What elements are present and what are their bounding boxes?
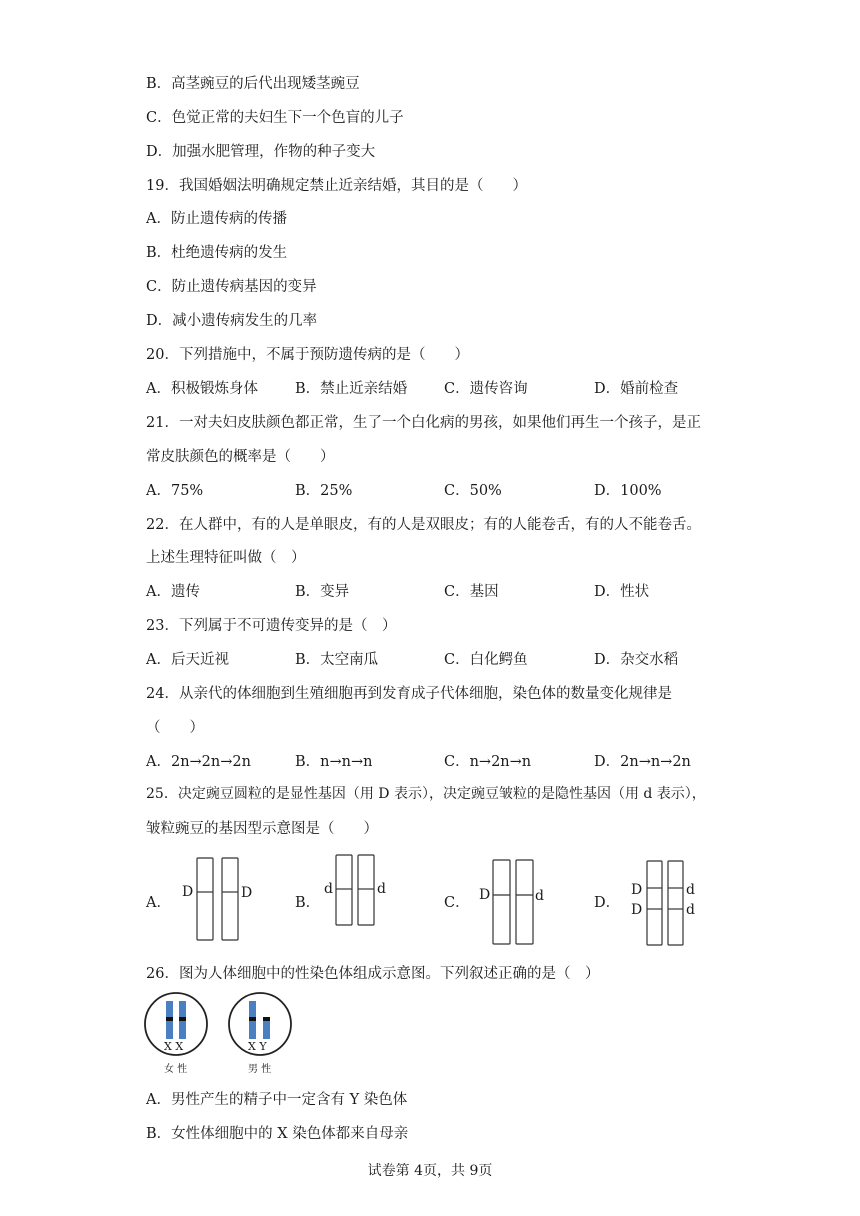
q24-stem-line1: 24．从亲代的体细胞到生殖细胞再到发育成子代体细胞，染色体的数量变化规律是 bbox=[146, 686, 672, 702]
gene-label-right: d bbox=[535, 888, 544, 904]
q25-option-d-diagram bbox=[628, 858, 700, 948]
q25-option-a-diagram bbox=[178, 855, 258, 943]
q24-stem-line2: （ ） bbox=[146, 720, 204, 736]
q20-option-d: D．婚前检查 bbox=[594, 381, 679, 397]
gene-label-left: d bbox=[324, 881, 333, 897]
chromosome bbox=[516, 860, 533, 944]
q22-stem-line1: 22．在人群中，有的人是单眼皮，有的人是双眼皮；有的人能卷舌，有的人不能卷舌。 bbox=[146, 517, 701, 533]
q25-option-d-label: D． bbox=[594, 895, 621, 911]
q24-option-b: B．n→n→n bbox=[295, 754, 373, 770]
q25-option-c-label: C． bbox=[444, 895, 470, 911]
gene-label-left: D bbox=[182, 884, 194, 900]
q20-option-c: C．遗传咨询 bbox=[444, 381, 528, 397]
chromosome bbox=[358, 855, 374, 925]
q26-stem: 26．图为人体细胞中的性染色体组成示意图。下列叙述正确的是（ ） bbox=[146, 966, 600, 982]
gene-label-right: dd bbox=[686, 882, 695, 918]
chromosome bbox=[336, 855, 352, 925]
q20-stem: 20．下列措施中，不属于预防遗传病的是（ ） bbox=[146, 347, 469, 363]
q25-stem-line1: 25．决定豌豆圆粒的是显性基因（用 D 表示），决定豌豆皱粒的是隐性基因（用 d 表示）， bbox=[146, 786, 706, 802]
chromosome bbox=[668, 861, 683, 945]
q21-stem-line1: 21．一对夫妇皮肤颜色都正常，生了一个白化病的男孩，如果他们再生一个孩子，是正 bbox=[146, 415, 701, 431]
q23-option-b: B．太空南瓜 bbox=[295, 652, 379, 668]
q26-option-b: B．女性体细胞中的 X 染色体都来自母亲 bbox=[146, 1126, 409, 1142]
chromosome bbox=[222, 858, 238, 940]
q20-option-b: B．禁止近亲结婚 bbox=[295, 381, 408, 397]
q25-option-b-label: B． bbox=[295, 895, 321, 911]
gene-label-right: d bbox=[377, 881, 386, 897]
q21-option-d: D．100% bbox=[594, 483, 662, 499]
q19-option-d: D．减小遗传病发生的几率 bbox=[146, 313, 318, 329]
q19-option-b: B．杜绝遗传病的发生 bbox=[146, 245, 288, 261]
q21-option-c: C．50% bbox=[444, 483, 502, 499]
q25-stem-line2: 皱粒豌豆的基因型示意图是（ ） bbox=[146, 821, 378, 837]
male-chromosome-label: X Y bbox=[248, 1040, 267, 1053]
q21-option-a: A．75% bbox=[146, 483, 204, 499]
q26-sex-chromosome-figure bbox=[142, 992, 302, 1078]
q24-option-c: C．n→2n→n bbox=[444, 754, 532, 770]
q23-stem: 23．下列属于不可遗传变异的是（ ） bbox=[146, 618, 397, 634]
male-label: 男 性 bbox=[248, 1064, 272, 1075]
q22-option-c: C．基因 bbox=[444, 584, 499, 600]
q22-option-b: B．变异 bbox=[295, 584, 350, 600]
q21-stem-line2: 常皮肤颜色的概率是（ ） bbox=[146, 449, 335, 465]
q19-stem: 19．我国婚姻法明确规定禁止近亲结婚，其目的是（ ） bbox=[146, 178, 527, 194]
q18-option-d: D．加强水肥管理，作物的种子变大 bbox=[146, 144, 376, 160]
q25-option-b-diagram bbox=[322, 853, 392, 929]
gene-label-right: D bbox=[241, 885, 253, 901]
chromosome bbox=[493, 860, 510, 944]
q24-option-d: D．2n→n→2n bbox=[594, 754, 691, 770]
female-chromosome-label: X X bbox=[164, 1040, 184, 1053]
page-footer: 试卷第 4页，共 9页 bbox=[367, 1163, 493, 1179]
female-label: 女 性 bbox=[164, 1064, 188, 1075]
q23-option-d: D．杂交水稻 bbox=[594, 652, 679, 668]
gene-label-left: D bbox=[479, 887, 491, 903]
q25-option-c-diagram bbox=[476, 857, 552, 947]
chromosome bbox=[647, 861, 662, 945]
q21-option-b: B．25% bbox=[295, 483, 353, 499]
y-chromosome bbox=[263, 1019, 270, 1039]
chromosome bbox=[197, 858, 213, 940]
q18-option-c: C．色觉正常的夫妇生下一个色盲的儿子 bbox=[146, 110, 404, 126]
q23-option-c: C．白化鳄鱼 bbox=[444, 652, 528, 668]
q19-option-a: A．防止遗传病的传播 bbox=[146, 211, 287, 227]
q23-option-a: A．后天近视 bbox=[146, 652, 229, 668]
q19-option-c: C．防止遗传病基因的变异 bbox=[146, 279, 317, 295]
q22-stem-line2: 上述生理特征叫做（ ） bbox=[146, 550, 306, 566]
q18-option-b: B．高茎豌豆的后代出现矮茎豌豆 bbox=[146, 76, 360, 92]
q22-option-d: D．性状 bbox=[594, 584, 650, 600]
q25-option-a-label: A． bbox=[146, 895, 171, 911]
q24-option-a: A．2n→2n→2n bbox=[146, 754, 251, 770]
q22-option-a: A．遗传 bbox=[146, 584, 200, 600]
q26-option-a: A．男性产生的精子中一定含有 Y 染色体 bbox=[146, 1092, 408, 1108]
q20-option-a: A．积极锻炼身体 bbox=[146, 381, 258, 397]
gene-label-left: DD bbox=[631, 882, 643, 918]
